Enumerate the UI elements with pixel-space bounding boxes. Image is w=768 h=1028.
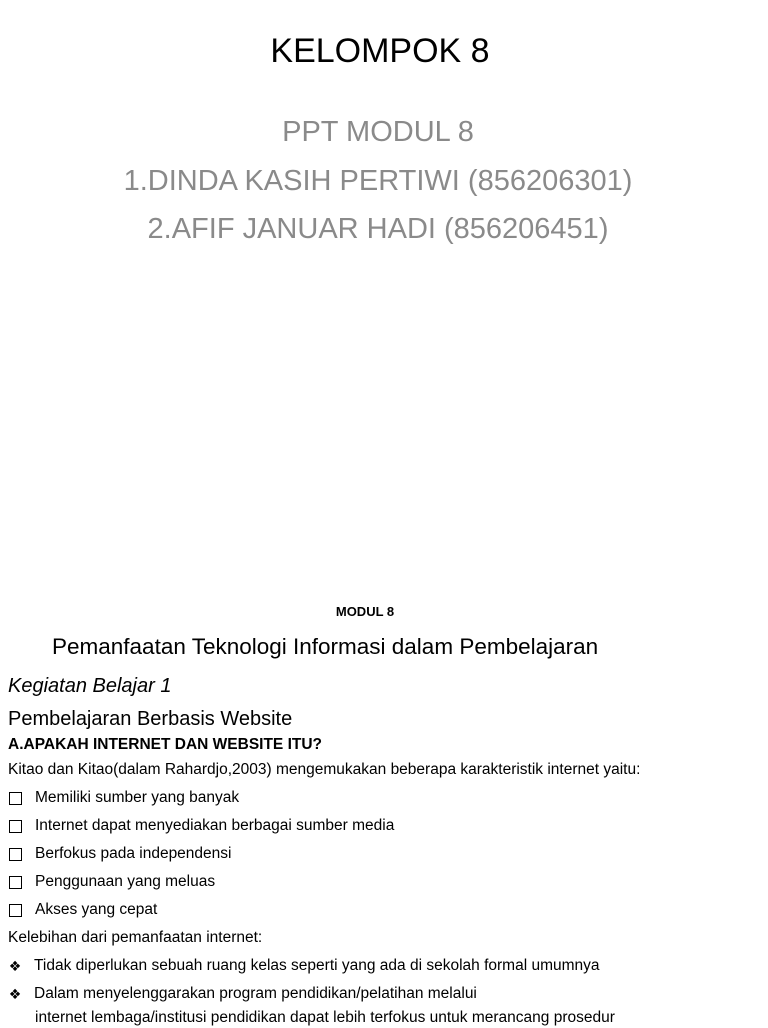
characteristics-list (8, 784, 764, 924)
list-item (8, 868, 764, 896)
checkbox-icon (9, 792, 22, 805)
subtitle-line: 2.AFIF JANUAR HADI (856206451) (147, 213, 609, 245)
checkbox-icon (9, 904, 22, 917)
activity-label: Kegiatan Belajar 1 (8, 675, 172, 697)
slide-subtitle (0, 108, 756, 254)
list-item-text: Dalam menyelenggarakan program pendidikan/pelatihan melalui (34, 985, 477, 1002)
diamond-bullet-icon: ❖ (8, 986, 22, 1002)
checkbox-icon (9, 876, 22, 889)
list-item-text: Tidak diperlukan sebuah ruang kelas seperti yang ada di sekolah formal umumnya (34, 957, 600, 974)
list-item (8, 812, 764, 840)
list-item-continuation: internet lembaga/institusi pendidikan dapat lebih terfokus untuk merancang prosedur (35, 1009, 615, 1026)
subtitle-line: 1.DINDA KASIH PERTIWI (856206301) (123, 164, 633, 197)
list-item-text: Akses yang cepat (35, 901, 158, 918)
intro-text: Kitao dan Kitao(dalam Rahardjo,2003) mengemukakan beberapa karakteristik internet yaitu: (8, 761, 641, 778)
checkbox-icon (9, 848, 22, 861)
module-label: MODUL 8 (335, 604, 395, 619)
list-item (8, 952, 764, 980)
list-item (8, 840, 764, 868)
slide-content (8, 672, 764, 1028)
section-heading: A.APAKAH INTERNET DAN WEBSITE ITU? (8, 736, 323, 753)
slide-2 (0, 576, 768, 1024)
list-item (8, 784, 764, 812)
list-item-text: Berfokus pada independensi (35, 845, 232, 862)
diamond-bullet-icon: ❖ (8, 958, 22, 974)
list-item (8, 980, 764, 1008)
list-item-text: Internet dapat menyediakan berbagai sumber media (35, 817, 395, 834)
slide-title: KELOMPOK 8 (270, 32, 490, 70)
topic-title: Pembelajaran Berbasis Website (8, 708, 293, 730)
list-item-text: Memiliki sumber yang banyak (35, 789, 240, 806)
advantages-heading: Kelebihan dari pemanfaatan internet: (8, 929, 263, 946)
module-title: Pemanfaatan Teknologi Informasi dalam Pembelajaran (52, 634, 599, 659)
checkbox-icon (9, 820, 22, 833)
list-item (8, 896, 764, 924)
subtitle-line: PPT MODUL 8 (282, 116, 474, 148)
advantages-list (8, 952, 764, 1008)
list-item-text: Penggunaan yang meluas (35, 873, 216, 890)
